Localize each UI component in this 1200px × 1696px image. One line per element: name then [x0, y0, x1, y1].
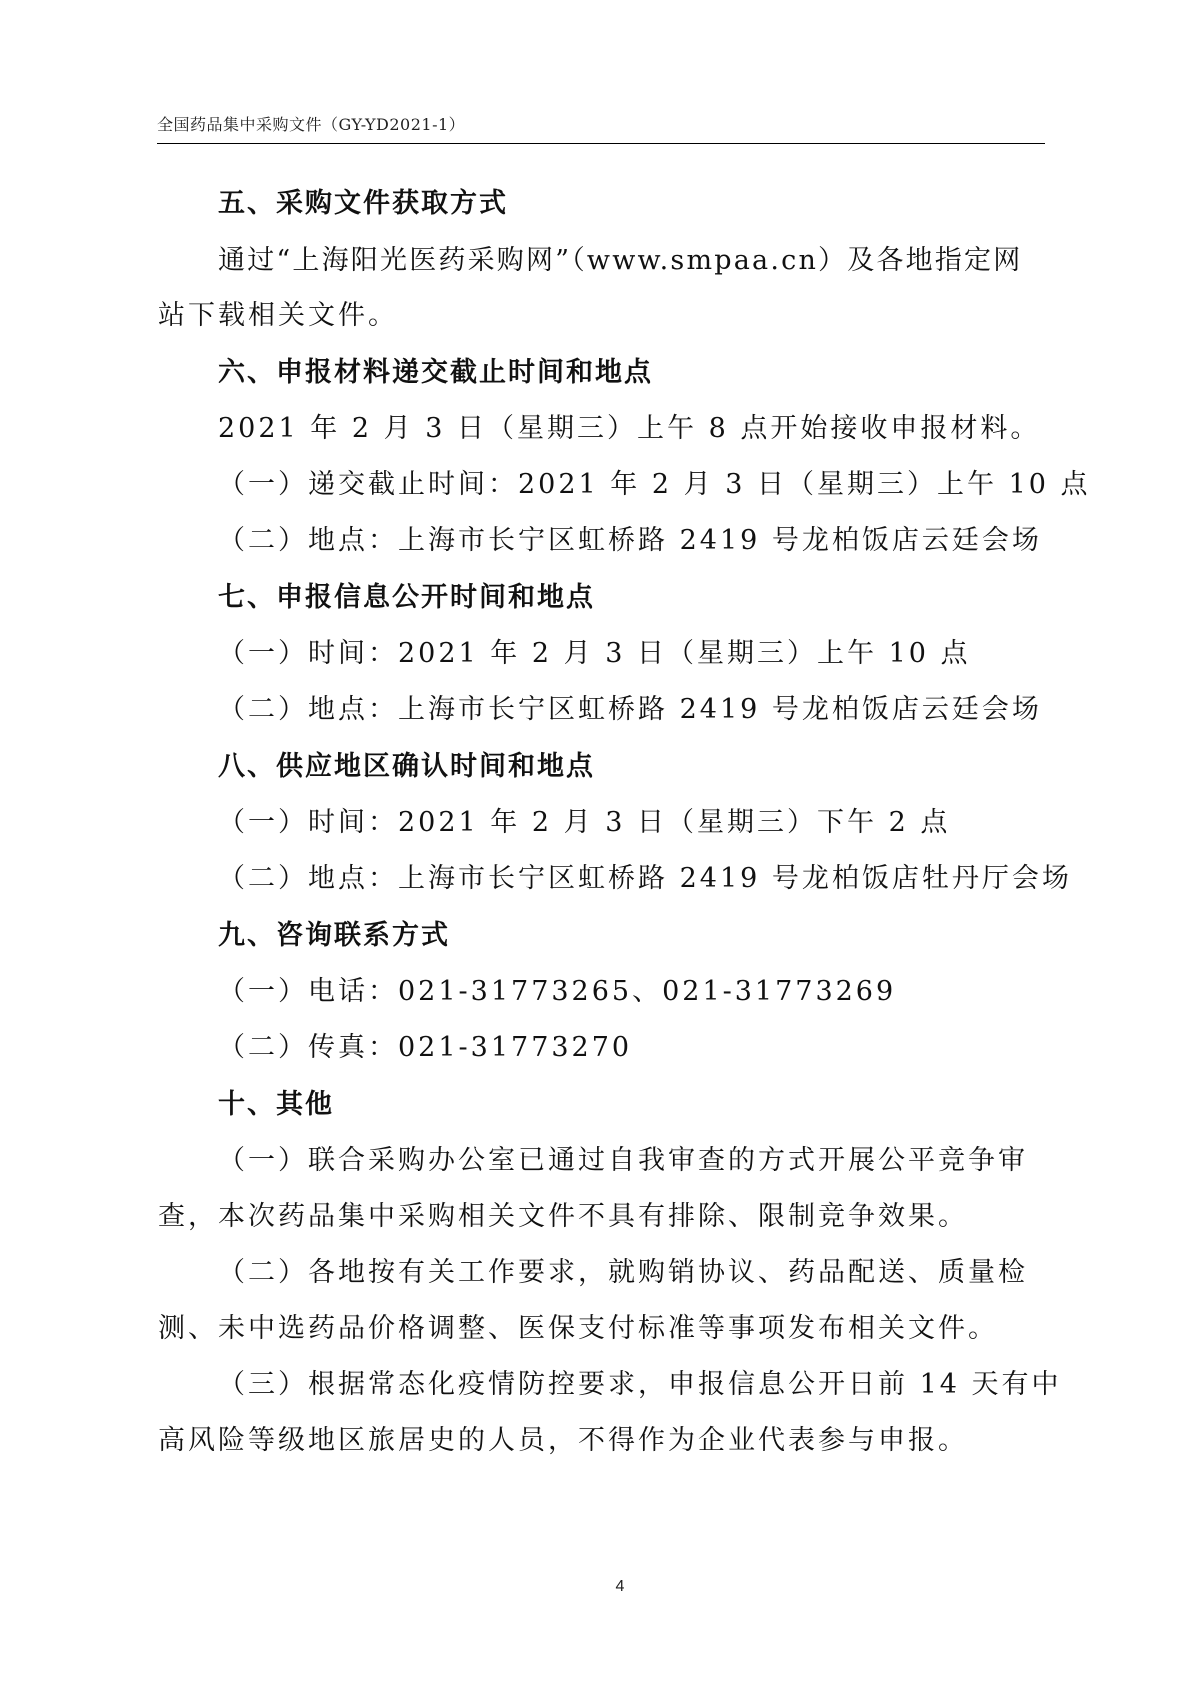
list-item: （一）递交截止时间：2021 年 2 月 3 日（星期三）上午 10 点: [218, 469, 1091, 500]
list-item: （一）电话：021-31773265、021-31773269: [218, 976, 897, 1007]
list-item: （二）地点：上海市长宁区虹桥路 2419 号龙柏饭店牡丹厅会场: [218, 863, 1072, 894]
section-heading-8: 八、供应地区确认时间和地点: [218, 751, 595, 782]
header-rule: [157, 143, 1045, 144]
section-heading-6: 六、申报材料递交截止时间和地点: [218, 357, 653, 388]
section-heading-10: 十、其他: [218, 1089, 334, 1120]
list-item: （二）各地按有关工作要求，就购销协议、药品配送、质量检: [218, 1257, 1028, 1288]
paragraph-line: 通过“上海阳光医药采购网”（www.smpaa.cn）及各地指定网: [218, 245, 1023, 276]
section-heading-9: 九、咨询联系方式: [218, 920, 450, 951]
paragraph-line: 高风险等级地区旅居史的人员，不得作为企业代表参与申报。: [158, 1425, 968, 1456]
list-item: （二）地点：上海市长宁区虹桥路 2419 号龙柏饭店云廷会场: [218, 694, 1042, 725]
section-heading-7: 七、申报信息公开时间和地点: [218, 582, 595, 613]
paragraph-line: 2021 年 2 月 3 日（星期三）上午 8 点开始接收申报材料。: [218, 413, 1041, 444]
list-item: （一）时间：2021 年 2 月 3 日（星期三）下午 2 点: [218, 807, 951, 838]
page-number: 4: [615, 1578, 625, 1595]
list-item: （二）地点：上海市长宁区虹桥路 2419 号龙柏饭店云廷会场: [218, 525, 1042, 556]
list-item: （三）根据常态化疫情防控要求，申报信息公开日前 14 天有中: [218, 1369, 1062, 1400]
paragraph-line: 站下载相关文件。: [158, 300, 398, 331]
paragraph-line: 查，本次药品集中采购相关文件不具有排除、限制竞争效果。: [158, 1201, 968, 1232]
list-item: （一）联合采购办公室已通过自我审查的方式开展公平竞争审: [218, 1145, 1028, 1176]
page-header: 全国药品集中采购文件（GY-YD2021-1）: [157, 115, 466, 134]
list-item: （二）传真：021-31773270: [218, 1032, 633, 1063]
section-heading-5: 五、采购文件获取方式: [218, 188, 508, 219]
list-item: （一）时间：2021 年 2 月 3 日（星期三）上午 10 点: [218, 638, 971, 669]
paragraph-line: 测、未中选药品价格调整、医保支付标准等事项发布相关文件。: [158, 1313, 998, 1344]
